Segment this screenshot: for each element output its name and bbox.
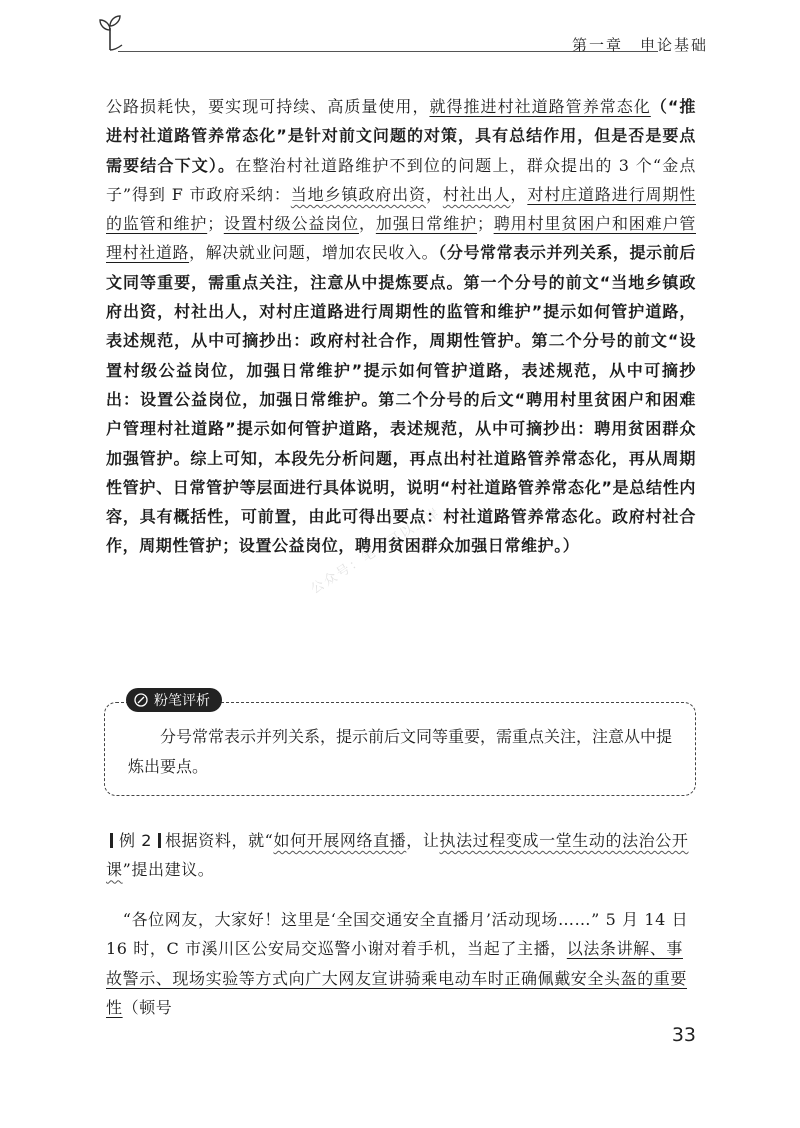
text-run: 在整治村社道路维护不到位的问题上，群众提出的 3 个“金点子”得到 F 市政府采纳： (106, 155, 696, 204)
wavy-key-phrase: 当地乡镇政府出资 (290, 184, 426, 204)
chapter-title: 第一章 申论基础 (571, 36, 708, 54)
text-run: ，让 (406, 831, 440, 850)
page-header (96, 12, 708, 56)
bold-annotation: （分号常常表示并列关系，提示前后文同等重要，需重点关注，注意从中提炼要点。第一个分号的前文“当地乡镇政府出资，村社出人，对村庄道路进行周期性的监管和维护”提示如何管护道路，表述规范，从中可摘抄出：政府村社合作，周期性管护。第二个分号的前文“设置村级公益岗位，加强日常维护”提示如何管护道路，表述规范，从中可摘抄出：设置公益岗位，加强日常维护。第二个分号的后文“聘用村里贫困户和困难户管理村社道路”提示如何管护道路，表述规范，从中可摘抄出：聘用贫困群众加强管护。综上可知，本段先分析问题，再点出村社道路管养常态化，再从周期性管护、日常管护等层面进行具体说明，说明“村社道路管养常态化”是总结性内容，具有概括性，可前置，由此可得出要点：村社道路管养常态化。政府村社合作，周期性管护；设置公益岗位，聘用贫困群众加强日常维护。） (106, 243, 696, 556)
example-bar-left (110, 833, 113, 848)
bold-annotation: （“推进村社道路管养常态化”是针对前文问题的对策，具有总结作用，但是否是要点需要结合下文）。 (106, 97, 696, 175)
watermark: 公众号：笔学可以上岸 (308, 505, 444, 598)
underlined-key-point: 聘用村里贫困户和困难户管理村社道路 (106, 214, 696, 263)
punct: ， (510, 184, 528, 204)
analysis-paragraph (106, 92, 696, 561)
text-run: （顿号 (122, 997, 173, 1017)
example-label: 例 2 (119, 831, 153, 850)
underlined-key-point: 设置村级公益岗位 (223, 214, 359, 234)
underlined-key-point: 以法条讲解、事故警示、现场实验等方式向广大网友宣讲骑乘电动车时正确佩戴安全头盔的重要性 (106, 939, 688, 1017)
text-run: ”提出建议。 (122, 860, 215, 880)
text-run: 根据资料，就“ (165, 831, 274, 850)
punct: ， (425, 184, 443, 204)
underlined-key-point: 对村庄道路进行周期性的监管和维护 (106, 184, 696, 234)
example-bar-right (158, 833, 161, 848)
page-number: 33 (671, 1024, 696, 1046)
text-run: 公路损耗快，要实现可持续、高质量使用， (106, 97, 430, 116)
pen-icon (134, 693, 148, 707)
wavy-key-phrase: 如何开展网络直播 (273, 831, 407, 850)
wavy-key-phrase: 村社出人 (442, 184, 511, 204)
punct: ； (477, 214, 494, 234)
comment-text: 分号常常表示并列关系，提示前后文同等重要，需重点关注，注意从中提炼出要点。 (128, 727, 673, 776)
comment-tag-label: 粉笔评析 (154, 693, 210, 709)
punct: ， (358, 214, 376, 234)
text-run: “各位网友，大家好！这里是‘全国交通安全直播月’活动现场……” 5 月 14 日 16 时，C 市溪川区公安局交巡警小谢对着手机，当起了主播， (106, 910, 689, 959)
comment-tag (126, 688, 222, 712)
punct: ； (207, 214, 224, 234)
wavy-key-phrase: 执法过程变成一堂生动的法治公开课 (106, 831, 689, 880)
underlined-key-point: 就得推进村社道路管养常态化 (429, 97, 651, 116)
text-run: ，解决就业问题，增加农民收入。 (189, 243, 439, 263)
sprout-icon (96, 12, 124, 52)
example-heading (106, 826, 696, 885)
material-paragraph (106, 905, 696, 1022)
underlined-key-point: 加强日常维护 (375, 214, 478, 234)
